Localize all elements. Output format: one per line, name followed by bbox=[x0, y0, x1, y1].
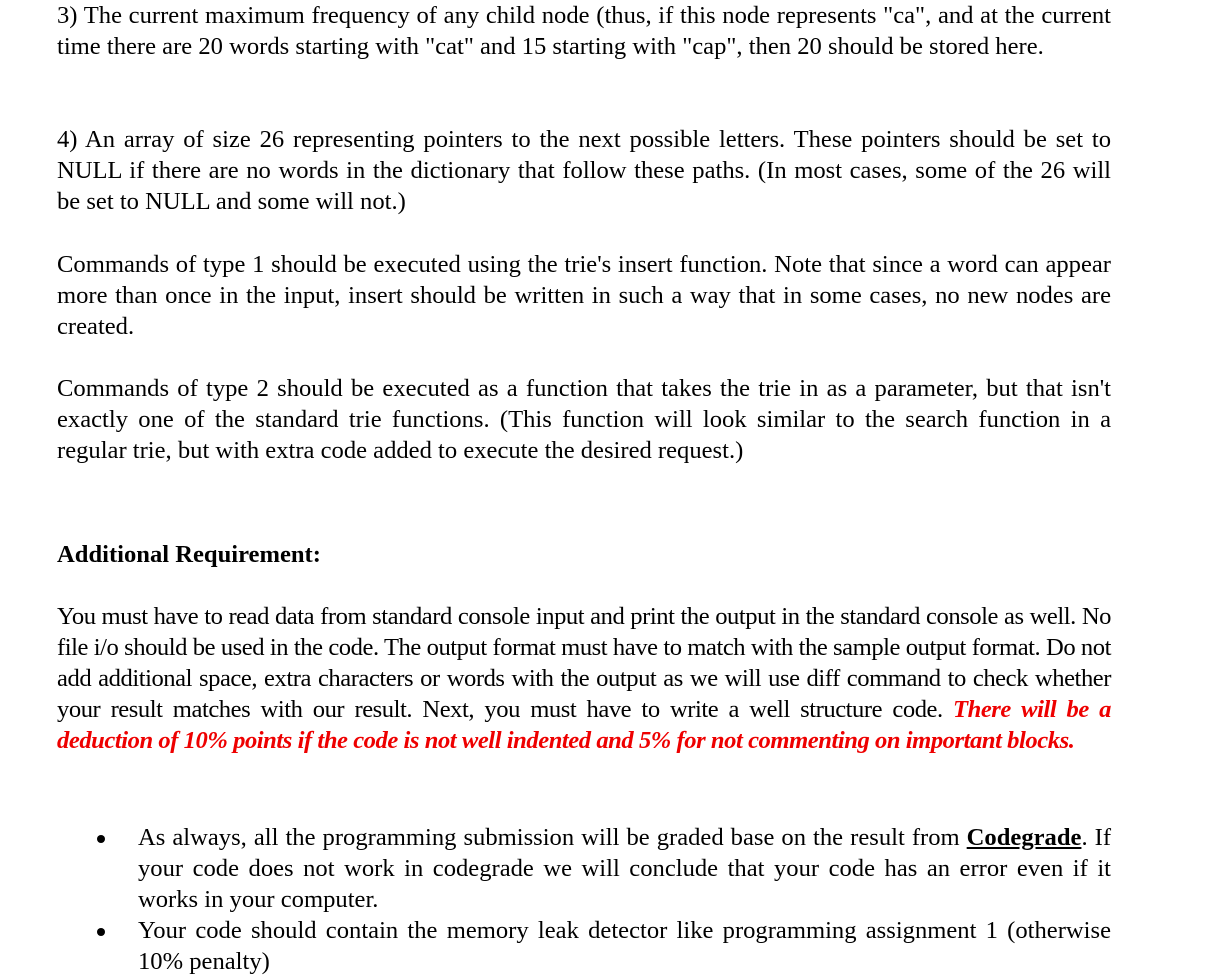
bullet-text-suffix: . If your code does not work in codegrade we will conclude that your code has an error even if it works in your computer. bbox=[138, 824, 1112, 913]
paragraph-item-3: 3) The current maximum frequency of any child node (thus, if this node represents "ca", and at the current time there are 20 words starting with "cat" and 15 starting with "cap", then 20 should be stored here. bbox=[57, 2, 1111, 60]
bullet-dot-icon bbox=[97, 928, 105, 936]
paragraph-type-1-commands: Commands of type 1 should be executed using the trie's insert function. Note that since a word can appear more than once in the input, insert should be written in such a way that in some cases, no new nodes are created. bbox=[57, 251, 1111, 340]
paragraph-item-4: 4) An array of size 26 representing pointers to the next possible letters. These pointers should be set to NULL if there are no words in the dictionary that follow these paths. (In most cases, some of the 26 will be set to NULL and some will not.) bbox=[57, 126, 1111, 215]
requirement-body-text: You must have to read data from standard console input and print the output in the standard console as well. No file i/o should be used in the code. The output format must have to match with the sample output format. Do not add additional space, extra characters or words with the output as we will use diff command to check whether your result matches with our result. Next, you must have to write a well structure code. bbox=[57, 603, 1111, 723]
bullet-text: Your code should contain the memory leak detector like programming assignment 1 (otherwise 10% penalty) bbox=[138, 917, 1111, 975]
paragraph-additional-requirement bbox=[57, 601, 1111, 756]
bullet-item-memory-leak bbox=[57, 915, 1111, 977]
section-heading-additional-requirement: Additional Requirement: bbox=[57, 541, 321, 568]
paragraph-type-2-commands: Commands of type 2 should be executed as a function that takes the trie in as a parameter, but that isn't exactly one of the standard trie functions. (This function will look similar to the search function in a regular trie, but with extra code added to execute the desired request.) bbox=[57, 375, 1111, 464]
penalty-emphasis-text: There will be a deduction of 10% points if the code is not well indented and 5% for not commenting on important blocks. bbox=[57, 696, 1111, 754]
requirements-bullet-list bbox=[57, 822, 1111, 977]
bullet-text-prefix: As always, all the programming submission will be graded base on the result from bbox=[138, 824, 967, 851]
bullet-dot-icon bbox=[97, 835, 105, 843]
bullet-item-codegrade bbox=[57, 822, 1111, 915]
codegrade-term: Codegrade bbox=[966, 824, 1082, 851]
